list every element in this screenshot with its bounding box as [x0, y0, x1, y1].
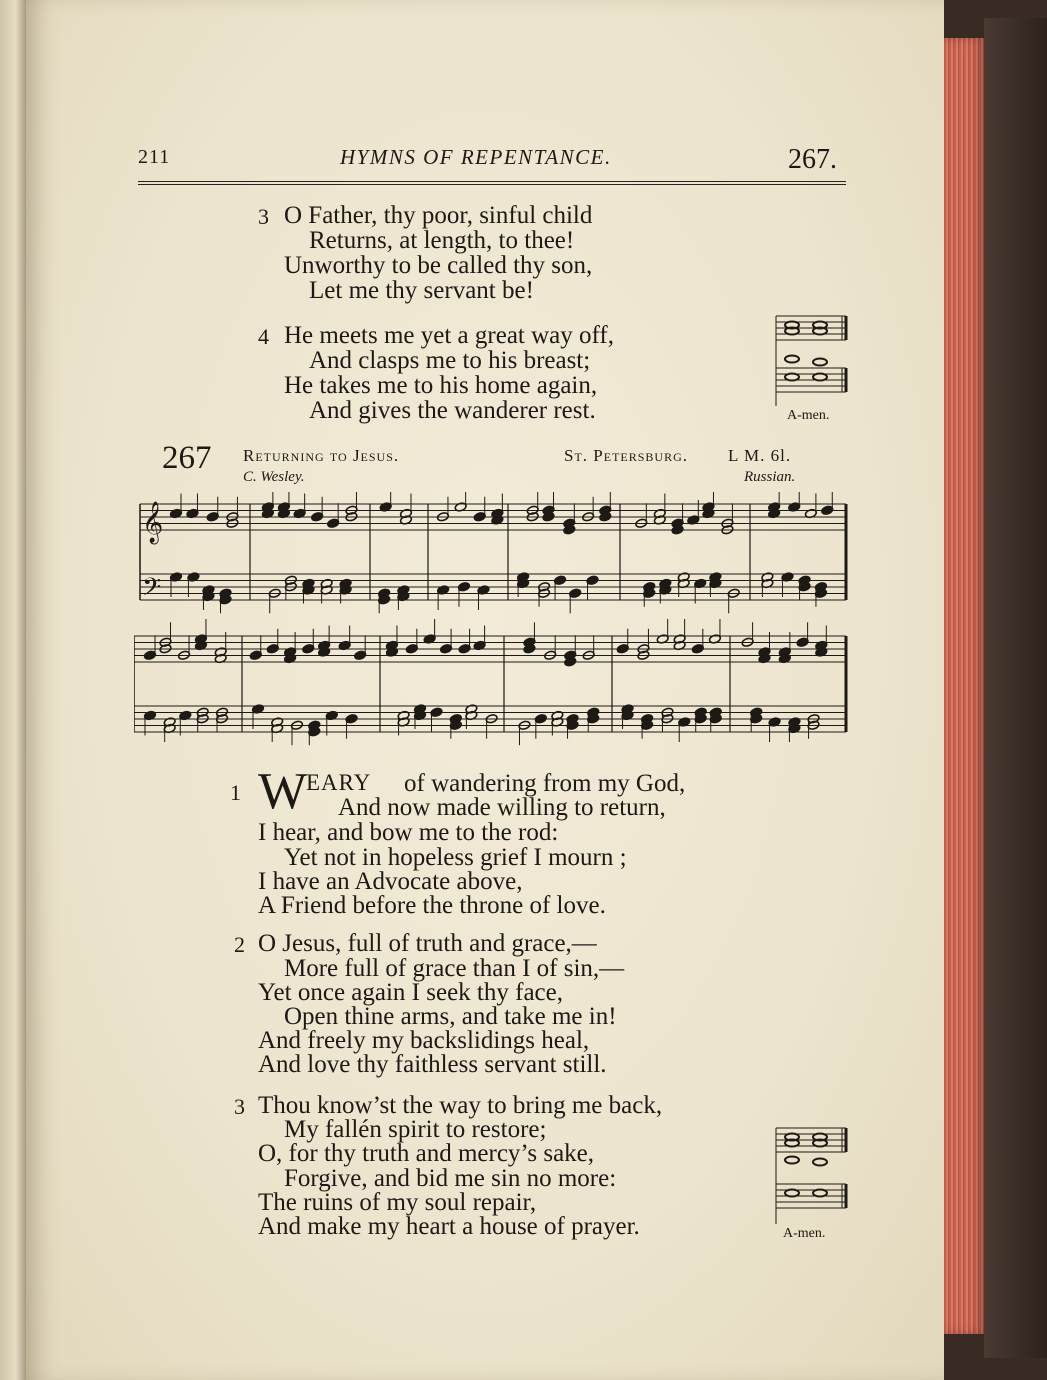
verse-number: 1 — [230, 780, 241, 805]
note-head — [473, 512, 486, 522]
note-head — [430, 707, 443, 717]
amen-music-notation — [774, 1124, 848, 1230]
verse-line: O, for thy truth and mercy’s sake, — [258, 1140, 595, 1167]
first-word-rest: EARY — [306, 770, 372, 795]
note-head — [534, 714, 547, 724]
verse-line: And now made willing to return, — [338, 794, 666, 821]
verse-line: He meets me yet a great way off, — [284, 322, 614, 349]
bass-clef: 𝄢 — [142, 573, 162, 608]
verse-line: Open thine arms, and take me in! — [284, 1003, 617, 1030]
left-page-edge — [0, 0, 26, 1380]
verse-line: And love thy faithless servant still. — [258, 1051, 607, 1078]
running-title: HYMNS OF REPENTANCE. — [340, 145, 612, 169]
note-head — [266, 644, 279, 654]
verse-line: A Friend before the throne of love. — [258, 892, 606, 919]
hymn-range-number: 267. — [788, 144, 837, 175]
note-head — [440, 644, 453, 654]
header-rule — [138, 181, 846, 185]
hymn-number: 267 — [162, 440, 212, 476]
treble-clef: 𝄞 — [142, 502, 164, 543]
verse-line: And make my heart a house of prayer. — [258, 1213, 640, 1240]
page-number: 211 — [138, 146, 171, 168]
note-head — [311, 512, 324, 522]
verse-line: Let me thy servant be! — [309, 277, 534, 304]
verse-line: Yet not in hopeless grief I mourn ; — [284, 844, 627, 871]
verse-number: 3 — [258, 204, 269, 229]
verse-number: 4 — [258, 324, 269, 349]
amen-label: A-men. — [783, 1226, 826, 1241]
verse-line: of wandering from my God, — [404, 770, 686, 797]
hymn-meter: L M. 6l. — [728, 446, 792, 465]
verse-number: 3 — [234, 1094, 245, 1119]
verse-line: Thou know’st the way to bring me back, — [258, 1092, 663, 1119]
verse-line: I have an Advocate above, — [258, 868, 523, 895]
hymn-author: C. Wesley. — [243, 469, 305, 485]
note-head — [206, 512, 219, 522]
verse-line: Forgive, and bid me sin no more: — [284, 1165, 617, 1192]
verse-line: And clasps me to his breast; — [309, 347, 591, 374]
note-head — [586, 575, 599, 585]
verse-line: Yet once again I seek thy face, — [258, 979, 563, 1006]
verse-line: Returns, at length, to thee! — [309, 227, 575, 254]
page-block-edge — [944, 38, 984, 1334]
verse-line: Unworthy to be called thy son, — [284, 252, 593, 279]
verse-line: The ruins of my soul repair, — [258, 1189, 537, 1216]
verse-line: I hear, and bow me to the rod: — [258, 819, 559, 846]
note-head — [345, 714, 358, 724]
note-head — [406, 644, 419, 654]
note-head — [554, 575, 567, 585]
verse-line: He takes me to his home again, — [284, 372, 598, 399]
verse-line: My fallén spirit to restore; — [284, 1116, 547, 1143]
note-head — [144, 650, 157, 660]
note-head — [302, 644, 315, 654]
book-cover — [984, 18, 1047, 1358]
verse-line: And gives the wanderer rest. — [309, 397, 596, 424]
hymn-title: Returning to Jesus. — [243, 446, 400, 465]
note-head — [821, 505, 834, 515]
verse-line: O Father, thy poor, sinful child — [284, 202, 593, 229]
note-head — [796, 637, 809, 647]
tune-composer: Russian. — [744, 469, 796, 485]
note-head — [569, 588, 582, 598]
note-head — [249, 650, 262, 660]
note-head — [691, 644, 704, 654]
verse-line: O Jesus, full of truth and grace,— — [258, 930, 597, 957]
drop-cap: W — [258, 763, 308, 820]
amen-label: A-men. — [787, 408, 830, 423]
verse-line: More full of grace than I of sin,— — [284, 955, 625, 982]
note-head — [616, 644, 629, 654]
note-head — [327, 518, 340, 528]
tune-name: St. Petersburg. — [564, 446, 688, 465]
verse-line: And freely my backslidings heal, — [258, 1027, 590, 1054]
musical-score — [134, 492, 850, 754]
verse-number: 2 — [234, 932, 245, 957]
note-head — [458, 644, 471, 654]
note-head — [458, 582, 471, 592]
amen-music-notation — [774, 312, 848, 412]
note-head — [354, 650, 367, 660]
